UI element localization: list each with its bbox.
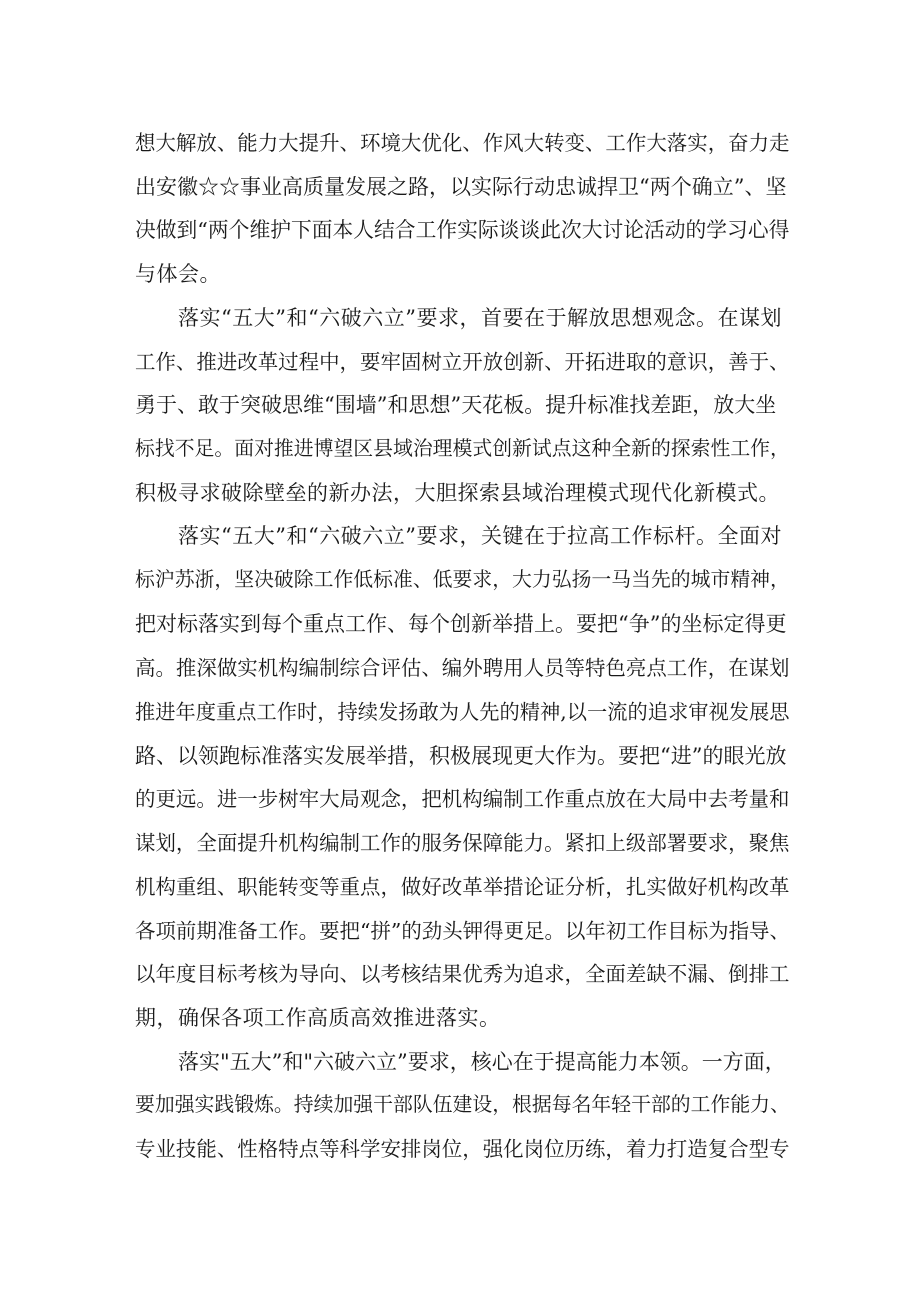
- text-line: 标找不足。面对推进博望区县域治理模式创新试点这种全新的探索性工作，: [135, 437, 790, 460]
- text-line: 出安徽☆☆事业高质量发展之路，以实际行动忠诚捍卫“两个确立”、坚: [135, 175, 787, 199]
- text-line: 想大解放、能力大提升、环境大优化、作风大转变、工作大落实，奋力走: [135, 131, 790, 155]
- text-line: 各项前期准备工作。要把“拼”的劲头钾得更足。以年初工作目标为指导、: [135, 919, 790, 943]
- text-line: 谋划，全面提升机构编制工作的服务保障能力。紧扣上级部署要求，聚焦: [135, 831, 790, 855]
- text-line: 的更远。进一步树牢大局观念，把机构编制工作重点放在大局中去考量和: [135, 787, 790, 811]
- text-line: 以年度目标考核为导向、以考核结果优秀为追求，全面差缺不漏、倒排工: [135, 962, 790, 986]
- text-line: 落实"五大”和"六破六立”要求，核心在于提高能力本领。一方面，: [178, 1050, 786, 1074]
- text-line: 机构重组、职能转变等重点，做好改革举措论证分析，扎实做好机构改革: [135, 875, 790, 899]
- text-line: 专业技能、性格特点等科学安排岗位，强化岗位历练，着力打造复合型专: [135, 1137, 790, 1161]
- text-line: 把对标落实到每个重点工作、每个创新举措上。要把“争”的坐标定得更: [135, 612, 787, 636]
- text-line: 期，确保各项工作高质高效推进落实。: [135, 1006, 501, 1030]
- text-line: 标沪苏浙，坚决破除工作低标准、低要求，大力弘扬一马当先的城市精神，: [135, 568, 790, 591]
- text-line: 落实“五大”和“六破六立”要求，关键在于拉高工作标杆。全面对: [178, 524, 782, 548]
- text-line: 积极寻求破除壁垒的新办法，大胆探索县域治理模式现代化新模式。: [135, 481, 780, 505]
- text-line: 高。推深做实机构编制综合评估、编外聘用人员等特色亮点工作，在谋划: [135, 656, 790, 680]
- text-line: 推进年度重点工作时，持续发扬敢为人先的精神,以一流的追求审视发展思: [135, 700, 790, 724]
- text-line: 工作、推进改革过程中，要牢固树立开放创新、开拓进取的意识，善于、: [135, 350, 790, 374]
- text-line: 路、以领跑标准落实发展举措，积极展现更大作为。要把“进”的眼光放: [135, 744, 787, 768]
- text-line: 与体会。: [135, 262, 221, 286]
- text-line: 决做到“两个维护下面本人结合工作实际谈谈此次大讨论活动的学习心得: [135, 218, 790, 242]
- text-line: 要加强实践锻炼。持续加强干部队伍建设，根据每名年轻干部的工作能力、: [135, 1093, 790, 1116]
- text-line: 勇于、敢于突破思维“围墙”和思想”天花板。提升标准找差距，放大坐: [135, 393, 777, 417]
- text-line: 落实“五大”和“六破六立”要求，首要在于解放思想观念。在谋划: [178, 306, 782, 330]
